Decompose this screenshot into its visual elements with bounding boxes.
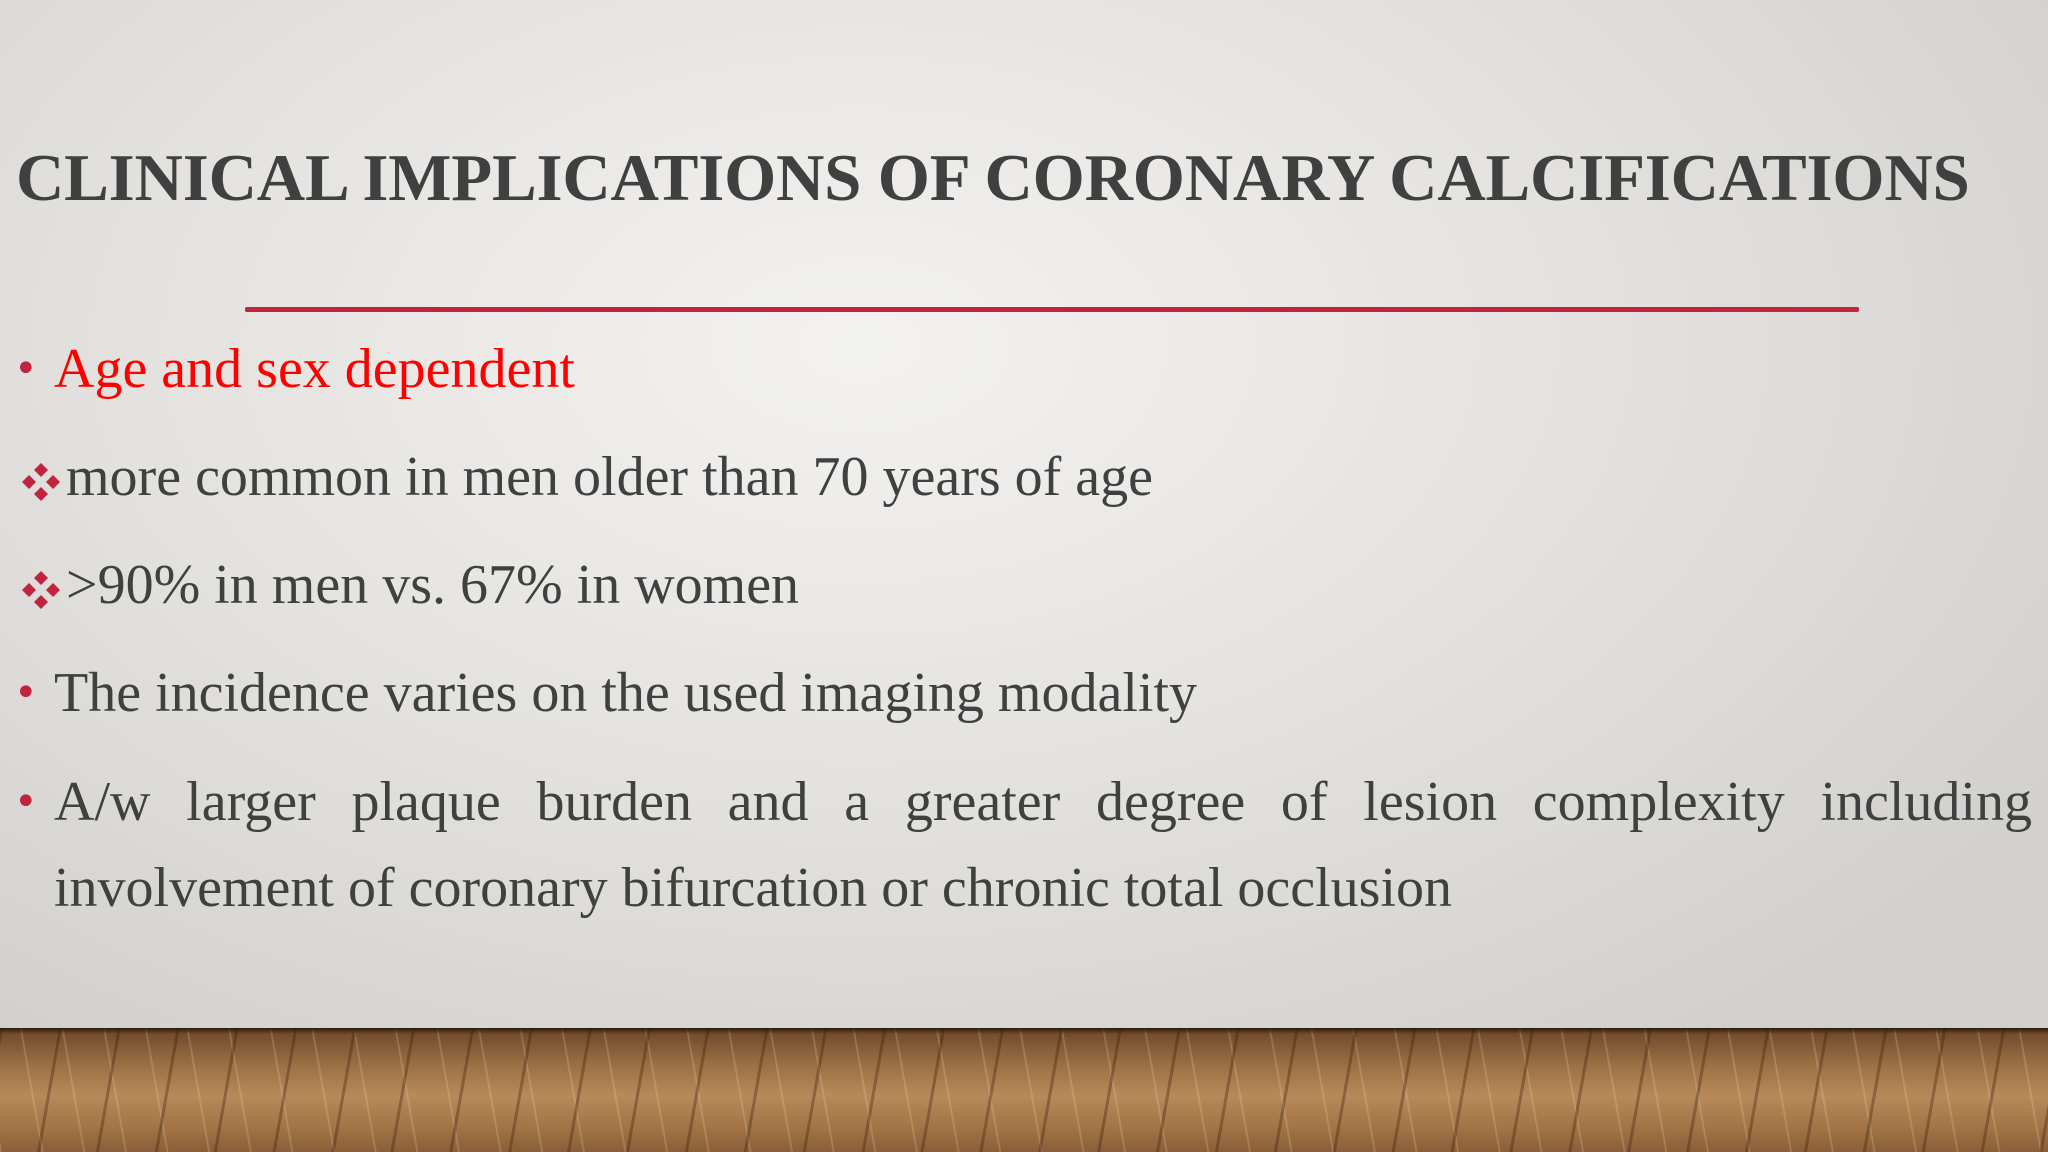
slide-title: CLINICAL IMPLICATIONS OF CORONARY CALCIFICATIONS	[16, 141, 1970, 215]
bullet-text: more common in men older than 70 years of age	[66, 446, 1153, 508]
bullet-dot: •	[14, 779, 38, 825]
four-diamond-icon	[18, 459, 64, 505]
bullet-dot: •	[14, 346, 38, 392]
wood-floor	[0, 1028, 2048, 1152]
bullet-item	[0, 543, 2048, 627]
bullet-item	[0, 327, 2048, 411]
four-diamond-icon	[18, 567, 64, 613]
bullet-text: Age and sex dependent	[54, 338, 575, 400]
bullet-item	[0, 435, 2048, 519]
bullet-item	[0, 651, 2048, 735]
bullet-item	[0, 759, 2048, 931]
title-underline	[245, 307, 1859, 312]
bullet-text: The incidence varies on the used imaging modality	[54, 662, 1197, 724]
bullet-text: >90% in men vs. 67% in women	[66, 554, 800, 616]
bullet-text: A/w larger plaque burden and a greater degree of lesion complexity including involvement of coronary bifurcation or chronic total occlusion	[54, 771, 2032, 919]
bullet-list	[0, 327, 2048, 955]
bullet-dot: •	[14, 670, 38, 716]
